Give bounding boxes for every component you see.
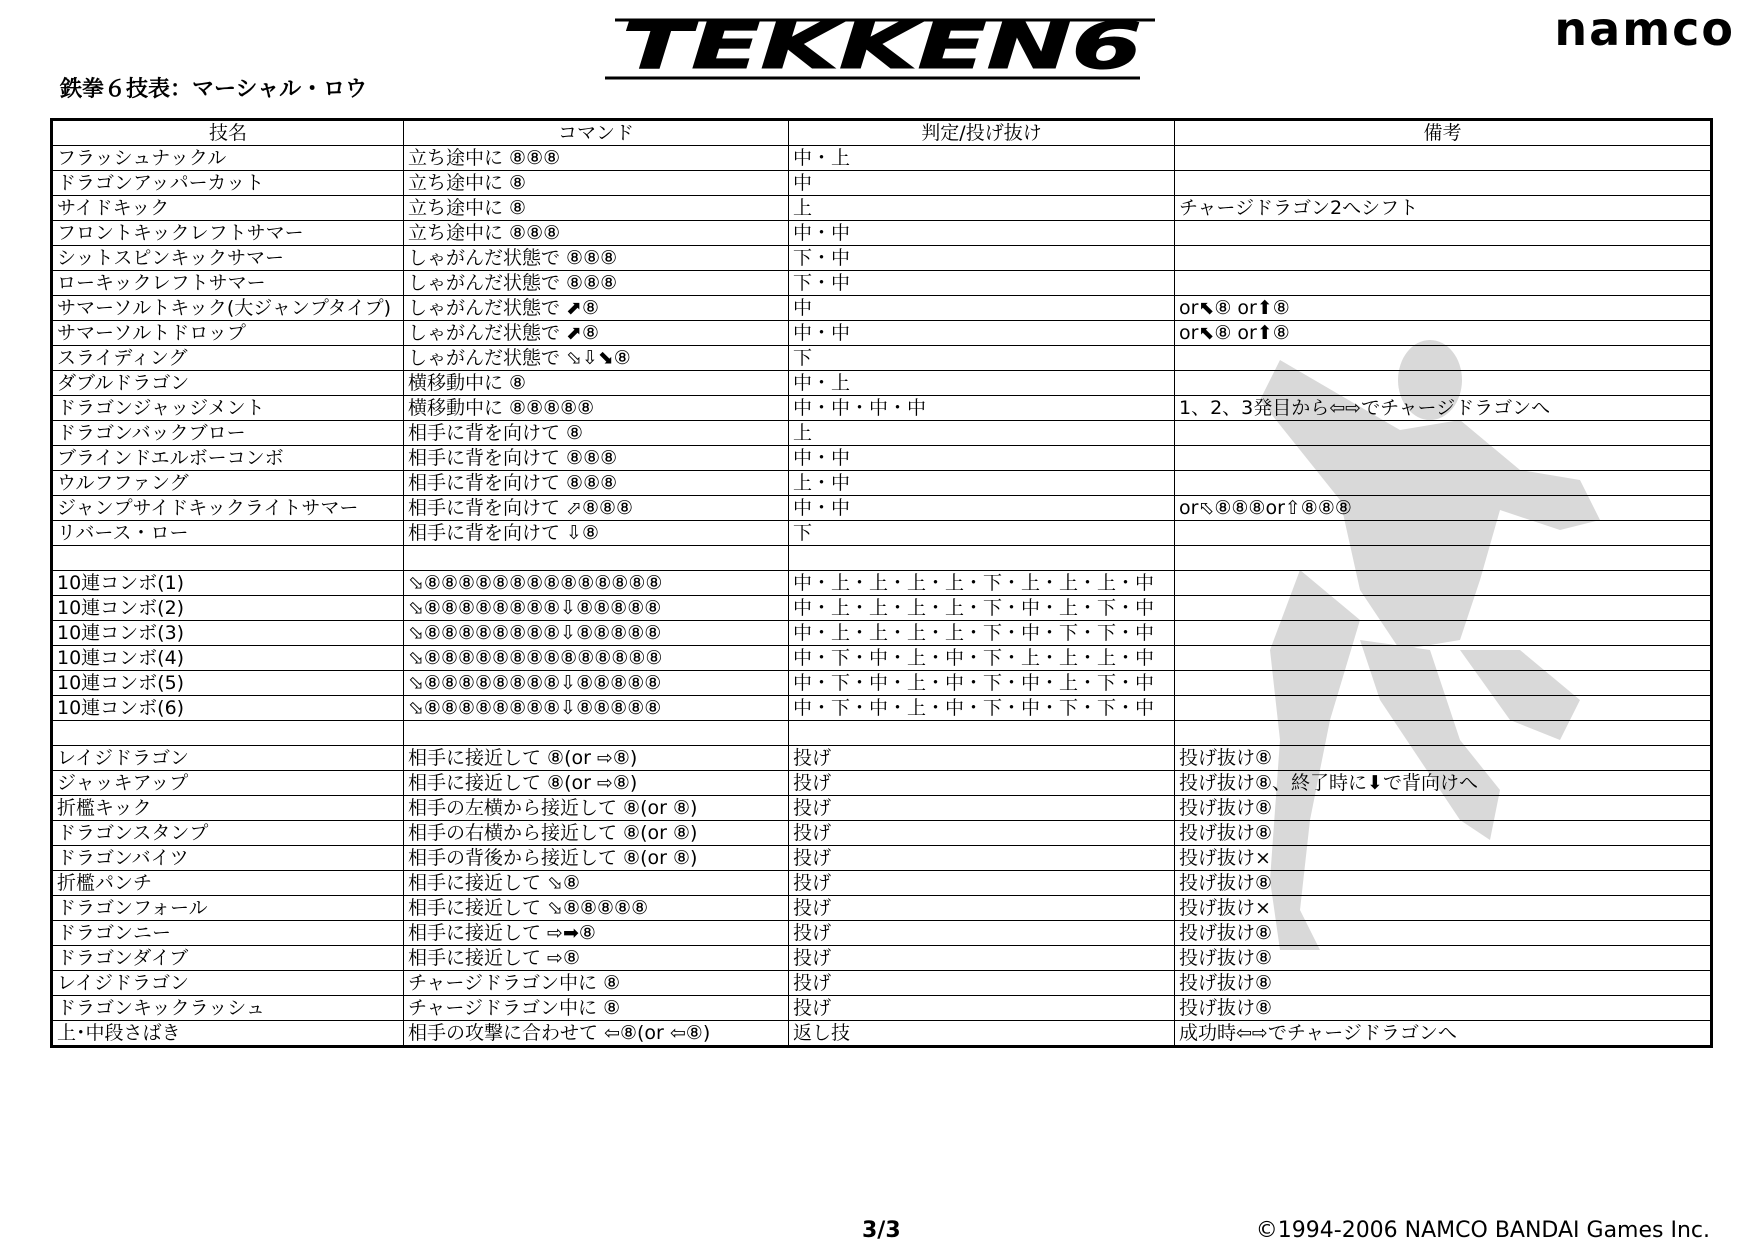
- move-name-cell: 折檻パンチ: [52, 871, 404, 896]
- notes-cell: [1175, 421, 1712, 446]
- command-cell: ⬂⑧⑧⑧⑧⑧⑧⑧⑧⇩⑧⑧⑧⑧⑧: [404, 621, 789, 646]
- move-name-cell: [52, 546, 404, 571]
- hit-level-cell: 中: [789, 171, 1175, 196]
- move-list-body: [52, 146, 1712, 1047]
- notes-cell: [1175, 271, 1712, 296]
- hit-level-cell: 下・中: [789, 271, 1175, 296]
- command-cell: 相手に背を向けて ⑧: [404, 421, 789, 446]
- hit-level-cell: 中・上: [789, 371, 1175, 396]
- table-row: [52, 896, 1712, 921]
- table-spacer-row: [52, 546, 1712, 571]
- move-name-cell: ドラゴンアッパーカット: [52, 171, 404, 196]
- command-cell: 相手に接近して ⬂⑧: [404, 871, 789, 896]
- hit-level-cell: 上: [789, 421, 1175, 446]
- notes-cell: [1175, 721, 1712, 746]
- table-row: [52, 271, 1712, 296]
- move-name-cell: サマーソルトキック(大ジャンプタイプ): [52, 296, 404, 321]
- command-cell: 相手に背を向けて ⬀⑧⑧⑧: [404, 496, 789, 521]
- command-cell: ⬂⑧⑧⑧⑧⑧⑧⑧⑧⑧⑧⑧⑧⑧⑧: [404, 646, 789, 671]
- hit-level-cell: [789, 546, 1175, 571]
- table-row: [52, 846, 1712, 871]
- table-row: [52, 396, 1712, 421]
- hit-level-cell: 中・上: [789, 146, 1175, 171]
- column-header-hit-level: 判定/投げ抜け: [789, 120, 1175, 146]
- table-row: [52, 971, 1712, 996]
- move-name-cell: ドラゴンバイツ: [52, 846, 404, 871]
- table-row: [52, 496, 1712, 521]
- hit-level-cell: 投げ: [789, 746, 1175, 771]
- notes-cell: [1175, 246, 1712, 271]
- move-name-cell: ジャンプサイドキックライトサマー: [52, 496, 404, 521]
- hit-level-cell: 投げ: [789, 846, 1175, 871]
- notes-cell: [1175, 646, 1712, 671]
- hit-level-cell: 投げ: [789, 996, 1175, 1021]
- command-cell: 立ち途中に ⑧⑧⑧: [404, 146, 789, 171]
- notes-cell: or⬉⑧ or⬆⑧: [1175, 321, 1712, 346]
- hit-level-cell: 中・中: [789, 321, 1175, 346]
- command-cell: ⬂⑧⑧⑧⑧⑧⑧⑧⑧⇩⑧⑧⑧⑧⑧: [404, 696, 789, 721]
- command-cell: しゃがんだ状態で ⑧⑧⑧: [404, 246, 789, 271]
- command-cell: しゃがんだ状態で ⬈⑧: [404, 296, 789, 321]
- move-name-cell: ドラゴンキックラッシュ: [52, 996, 404, 1021]
- notes-cell: [1175, 521, 1712, 546]
- move-name-cell: 折檻キック: [52, 796, 404, 821]
- notes-cell: 投げ抜け⑧: [1175, 946, 1712, 971]
- move-name-cell: フラッシュナックル: [52, 146, 404, 171]
- command-cell: ⬂⑧⑧⑧⑧⑧⑧⑧⑧⇩⑧⑧⑧⑧⑧: [404, 671, 789, 696]
- table-row: [52, 871, 1712, 896]
- move-name-cell: リバース・ロー: [52, 521, 404, 546]
- table-row: [52, 621, 1712, 646]
- hit-level-cell: 中・下・中・上・中・下・上・上・上・中: [789, 646, 1175, 671]
- table-row: [52, 571, 1712, 596]
- move-name-cell: ドラゴンダイブ: [52, 946, 404, 971]
- namco-logo: namco: [1554, 2, 1735, 56]
- hit-level-cell: 投げ: [789, 796, 1175, 821]
- hit-level-cell: 投げ: [789, 946, 1175, 971]
- notes-cell: [1175, 471, 1712, 496]
- command-cell: 立ち途中に ⑧⑧⑧: [404, 221, 789, 246]
- table-row: [52, 321, 1712, 346]
- notes-cell: 投げ抜け×: [1175, 896, 1712, 921]
- command-cell: しゃがんだ状態で ⬈⑧: [404, 321, 789, 346]
- command-cell: 相手に背を向けて ⑧⑧⑧: [404, 471, 789, 496]
- move-name-cell: 上･中段さばき: [52, 1021, 404, 1047]
- notes-cell: 投げ抜け⑧: [1175, 996, 1712, 1021]
- command-cell: しゃがんだ状態で ⑧⑧⑧: [404, 271, 789, 296]
- move-name-cell: スライディング: [52, 346, 404, 371]
- move-name-cell: 10連コンボ(3): [52, 621, 404, 646]
- tekken-6-logo: [595, 6, 1170, 84]
- move-name-cell: 10連コンボ(5): [52, 671, 404, 696]
- notes-cell: [1175, 171, 1712, 196]
- move-name-cell: ブラインドエルボーコンボ: [52, 446, 404, 471]
- hit-level-cell: 返し技: [789, 1021, 1175, 1047]
- command-cell: 相手に背を向けて ⑧⑧⑧: [404, 446, 789, 471]
- hit-level-cell: 投げ: [789, 871, 1175, 896]
- column-header-notes: 備考: [1175, 120, 1712, 146]
- command-cell: ⬂⑧⑧⑧⑧⑧⑧⑧⑧⇩⑧⑧⑧⑧⑧: [404, 596, 789, 621]
- hit-level-cell: 投げ: [789, 821, 1175, 846]
- command-cell: 相手に接近して ⬂⑧⑧⑧⑧⑧: [404, 896, 789, 921]
- notes-cell: 1、2、3発目から⇦⇨でチャージドラゴンへ: [1175, 396, 1712, 421]
- table-row: [52, 296, 1712, 321]
- command-cell: [404, 546, 789, 571]
- move-name-cell: ジャッキアップ: [52, 771, 404, 796]
- move-name-cell: ドラゴンニー: [52, 921, 404, 946]
- notes-cell: [1175, 571, 1712, 596]
- page-title: 鉄拳６技表：マーシャル・ロウ: [60, 77, 368, 102]
- command-cell: 横移動中に ⑧: [404, 371, 789, 396]
- copyright-notice: ©1994-2006 NAMCO BANDAI Games Inc.: [1255, 1218, 1710, 1243]
- command-cell: 相手に接近して ⇨➡⑧: [404, 921, 789, 946]
- hit-level-cell: 中・下・中・上・中・下・中・上・下・中: [789, 671, 1175, 696]
- notes-cell: 投げ抜け×: [1175, 846, 1712, 871]
- table-row: [52, 421, 1712, 446]
- command-cell: チャージドラゴン中に ⑧: [404, 971, 789, 996]
- table-row: [52, 996, 1712, 1021]
- command-cell: 立ち途中に ⑧: [404, 196, 789, 221]
- notes-cell: [1175, 546, 1712, 571]
- move-name-cell: ウルフファング: [52, 471, 404, 496]
- command-cell: ⬂⑧⑧⑧⑧⑧⑧⑧⑧⑧⑧⑧⑧⑧⑧: [404, 571, 789, 596]
- table-row: [52, 346, 1712, 371]
- table-row: [52, 646, 1712, 671]
- hit-level-cell: 下: [789, 521, 1175, 546]
- command-cell: 相手の攻撃に合わせて ⇦⑧(or ⇦⑧): [404, 1021, 789, 1047]
- table-row: [52, 771, 1712, 796]
- table-row: [52, 446, 1712, 471]
- table-row: [52, 1021, 1712, 1047]
- move-name-cell: ドラゴンバックブロー: [52, 421, 404, 446]
- notes-cell: or⬁⑧⑧⑧or⇧⑧⑧⑧: [1175, 496, 1712, 521]
- command-cell: 相手の左横から接近して ⑧(or ⑧): [404, 796, 789, 821]
- move-name-cell: シットスピンキックサマー: [52, 246, 404, 271]
- notes-cell: 投げ抜け⑧、終了時に⬇で背向けへ: [1175, 771, 1712, 796]
- hit-level-cell: 投げ: [789, 971, 1175, 996]
- move-list-table-container: [50, 118, 1710, 1048]
- hit-level-cell: 中・上・上・上・上・下・中・下・下・中: [789, 621, 1175, 646]
- notes-cell: [1175, 696, 1712, 721]
- table-row: [52, 521, 1712, 546]
- move-name-cell: 10連コンボ(1): [52, 571, 404, 596]
- table-row: [52, 171, 1712, 196]
- move-name-cell: ドラゴンジャッジメント: [52, 396, 404, 421]
- table-row: [52, 671, 1712, 696]
- table-row: [52, 196, 1712, 221]
- table-row: [52, 921, 1712, 946]
- hit-level-cell: 中・中: [789, 221, 1175, 246]
- move-name-cell: サマーソルトドロップ: [52, 321, 404, 346]
- table-row: [52, 596, 1712, 621]
- hit-level-cell: 投げ: [789, 896, 1175, 921]
- hit-level-cell: 上: [789, 196, 1175, 221]
- command-cell: 相手に接近して ⑧(or ⇨⑧): [404, 746, 789, 771]
- hit-level-cell: 下: [789, 346, 1175, 371]
- move-name-cell: サイドキック: [52, 196, 404, 221]
- table-row: [52, 146, 1712, 171]
- hit-level-cell: 中・上・上・上・上・下・中・上・下・中: [789, 596, 1175, 621]
- table-row: [52, 821, 1712, 846]
- table-row: [52, 946, 1712, 971]
- command-cell: 相手に背を向けて ⇩⑧: [404, 521, 789, 546]
- table-header-row: [52, 120, 1712, 146]
- command-cell: [404, 721, 789, 746]
- notes-cell: 成功時⇦⇨でチャージドラゴンへ: [1175, 1021, 1712, 1047]
- table-spacer-row: [52, 721, 1712, 746]
- hit-level-cell: [789, 721, 1175, 746]
- hit-level-cell: 上・中: [789, 471, 1175, 496]
- move-name-cell: ドラゴンフォール: [52, 896, 404, 921]
- notes-cell: [1175, 221, 1712, 246]
- table-row: [52, 696, 1712, 721]
- notes-cell: [1175, 621, 1712, 646]
- notes-cell: 投げ抜け⑧: [1175, 921, 1712, 946]
- table-row: [52, 746, 1712, 771]
- notes-cell: 投げ抜け⑧: [1175, 796, 1712, 821]
- tekken-logo-text: TEKKEN6: [622, 10, 1142, 84]
- command-cell: 相手の背後から接近して ⑧(or ⑧): [404, 846, 789, 871]
- hit-level-cell: 中・中: [789, 446, 1175, 471]
- notes-cell: [1175, 596, 1712, 621]
- notes-cell: 投げ抜け⑧: [1175, 971, 1712, 996]
- command-cell: 横移動中に ⑧⑧⑧⑧⑧: [404, 396, 789, 421]
- command-cell: チャージドラゴン中に ⑧: [404, 996, 789, 1021]
- hit-level-cell: 中: [789, 296, 1175, 321]
- table-row: [52, 796, 1712, 821]
- notes-cell: [1175, 371, 1712, 396]
- command-cell: 立ち途中に ⑧: [404, 171, 789, 196]
- move-name-cell: ドラゴンスタンプ: [52, 821, 404, 846]
- table-row: [52, 246, 1712, 271]
- move-name-cell: 10連コンボ(6): [52, 696, 404, 721]
- move-name-cell: フロントキックレフトサマー: [52, 221, 404, 246]
- hit-level-cell: 中・中: [789, 496, 1175, 521]
- move-name-cell: ダブルドラゴン: [52, 371, 404, 396]
- move-name-cell: レイジドラゴン: [52, 971, 404, 996]
- notes-cell: [1175, 446, 1712, 471]
- command-cell: 相手の右横から接近して ⑧(or ⑧): [404, 821, 789, 846]
- notes-cell: 投げ抜け⑧: [1175, 871, 1712, 896]
- move-name-cell: レイジドラゴン: [52, 746, 404, 771]
- table-row: [52, 221, 1712, 246]
- hit-level-cell: 投げ: [789, 771, 1175, 796]
- command-cell: 相手に接近して ⑧(or ⇨⑧): [404, 771, 789, 796]
- move-name-cell: ローキックレフトサマー: [52, 271, 404, 296]
- column-header-move-name: 技名: [52, 120, 404, 146]
- hit-level-cell: 投げ: [789, 921, 1175, 946]
- hit-level-cell: 中・中・中・中: [789, 396, 1175, 421]
- notes-cell: 投げ抜け⑧: [1175, 746, 1712, 771]
- move-name-cell: 10連コンボ(4): [52, 646, 404, 671]
- move-list-table: [50, 118, 1713, 1048]
- hit-level-cell: 下・中: [789, 246, 1175, 271]
- command-cell: 相手に接近して ⇨⑧: [404, 946, 789, 971]
- hit-level-cell: 中・上・上・上・上・下・上・上・上・中: [789, 571, 1175, 596]
- column-header-command: コマンド: [404, 120, 789, 146]
- notes-cell: 投げ抜け⑧: [1175, 821, 1712, 846]
- notes-cell: [1175, 146, 1712, 171]
- notes-cell: or⬉⑧ or⬆⑧: [1175, 296, 1712, 321]
- move-name-cell: [52, 721, 404, 746]
- notes-cell: [1175, 671, 1712, 696]
- page-number: 3/3: [862, 1218, 901, 1243]
- notes-cell: チャージドラゴン2へシフト: [1175, 196, 1712, 221]
- hit-level-cell: 中・下・中・上・中・下・中・下・下・中: [789, 696, 1175, 721]
- table-row: [52, 371, 1712, 396]
- table-row: [52, 471, 1712, 496]
- move-name-cell: 10連コンボ(2): [52, 596, 404, 621]
- command-cell: しゃがんだ状態で ⬂⇩⬊⑧: [404, 346, 789, 371]
- notes-cell: [1175, 346, 1712, 371]
